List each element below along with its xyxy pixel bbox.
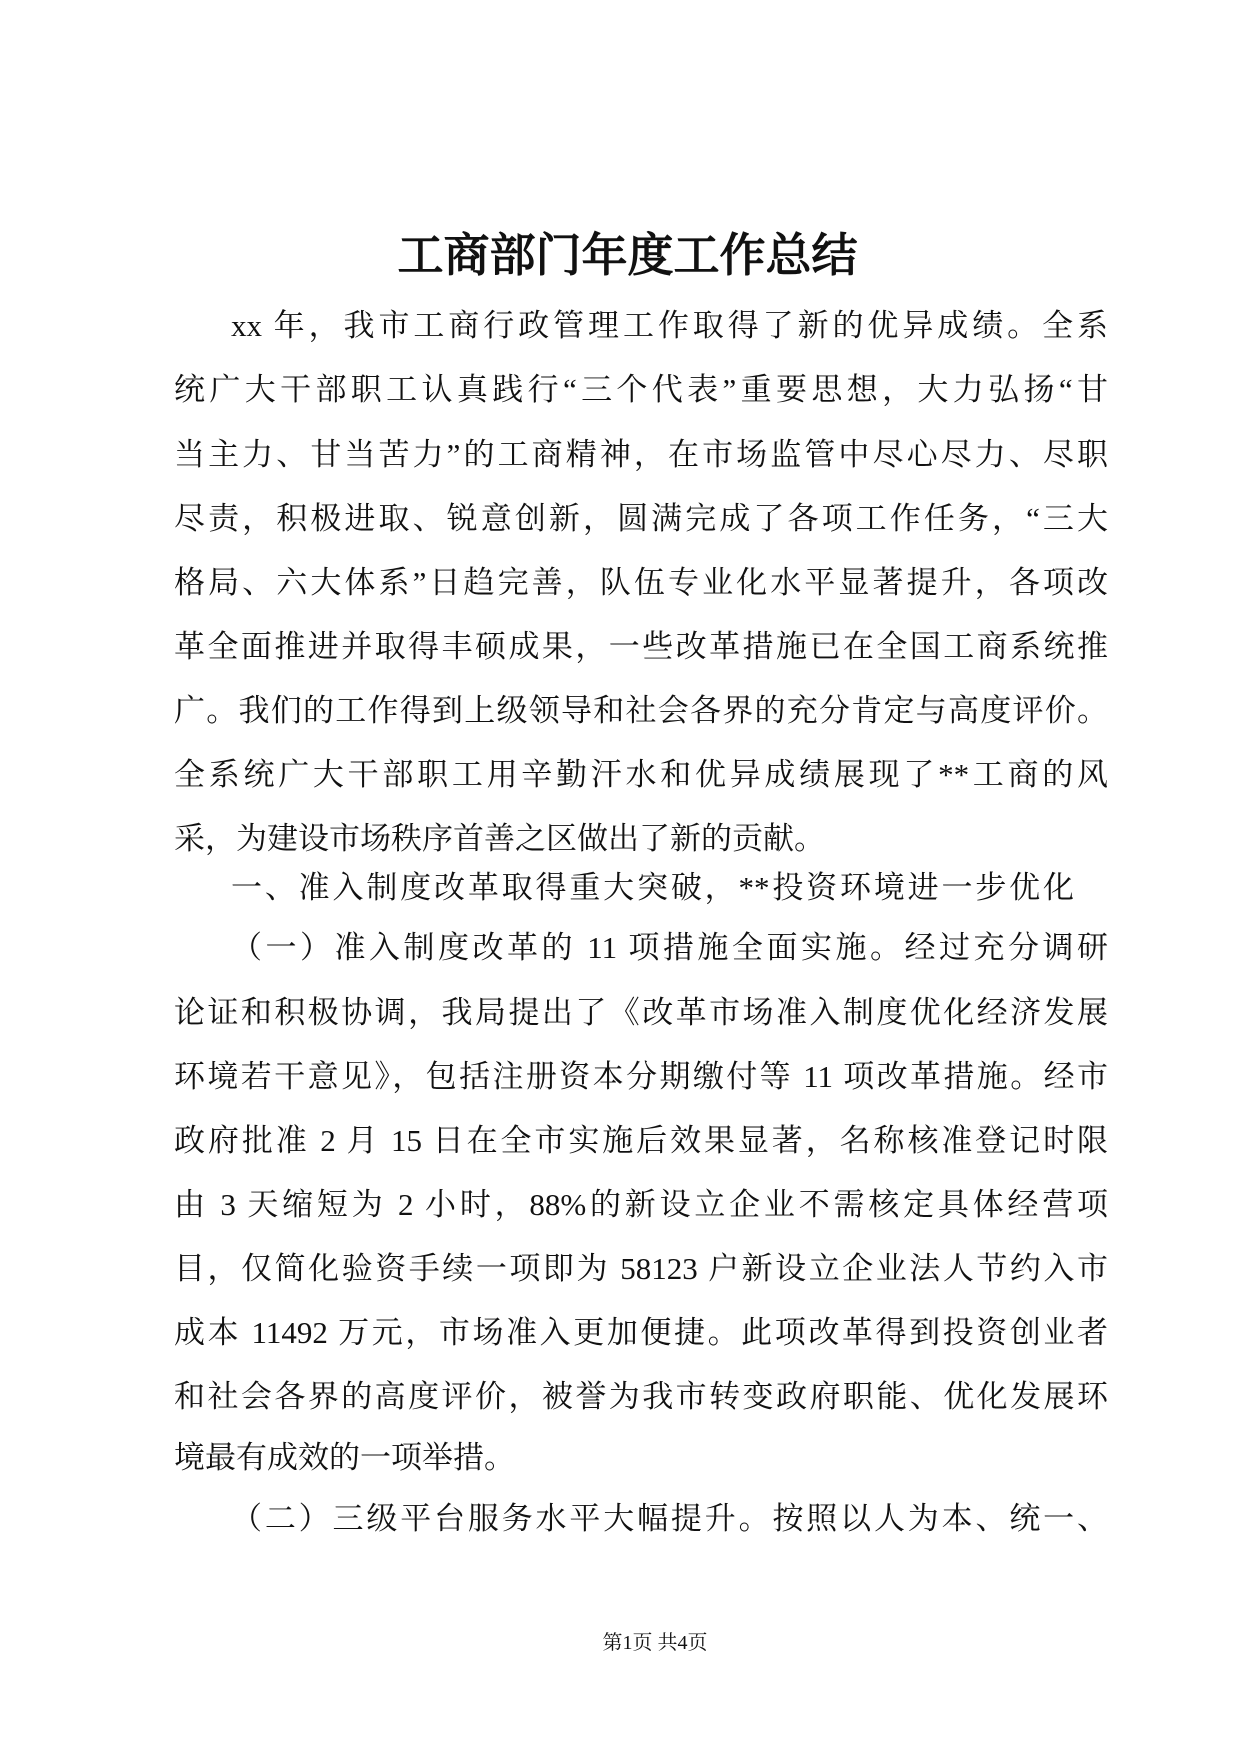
body-text-line: 成本 11492 万元，市场准入更加便捷。此项改革得到投资创业者 — [174, 1315, 1108, 1350]
body-text-line: 统广大干部职工认真践行“三个代表”重要思想，大力弘扬“甘 — [174, 372, 1108, 407]
body-text-line: （一）准入制度改革的 11 项措施全面实施。经过充分调研 — [231, 930, 1108, 965]
body-text-line: 和社会各界的高度评价，被誉为我市转变政府职能、优化发展环 — [174, 1379, 1108, 1414]
body-text-line: 格局、六大体系”日趋完善，队伍专业化水平显著提升，各项改 — [174, 565, 1108, 600]
body-text-line: 论证和积极协调，我局提出了《改革市场准入制度优化经济发展 — [174, 995, 1108, 1030]
body-text-line: 尽责，积极进取、锐意创新，圆满完成了各项工作任务，“三大 — [174, 501, 1108, 536]
body-text-line: xx 年，我市工商行政管理工作取得了新的优异成绩。全系 — [231, 308, 1108, 343]
page-number-footer: 第1页 共4页 — [602, 1632, 708, 1654]
body-text-line: 采，为建设市场秩序首善之区做出了新的贡献。 — [174, 821, 825, 856]
body-text-line: 全系统广大干部职工用辛勤汗水和优异成绩展现了**工商的风 — [174, 757, 1108, 792]
document-title: 工商部门年度工作总结 — [397, 230, 858, 281]
body-text-line: 革全面推进并取得丰硕成果，一些改革措施已在全国工商系统推 — [174, 629, 1108, 664]
body-text-line: 目，仅简化验资手续一项即为 58123 户新设立企业法人节约入市 — [174, 1251, 1108, 1286]
section-heading: 一、准入制度改革取得重大突破，**投资环境进一步优化 — [231, 870, 1074, 905]
body-text-line: 境最有成效的一项举措。 — [174, 1440, 515, 1475]
body-text-line: 由 3 天缩短为 2 小时，88%的新设立企业不需核定具体经营项 — [174, 1187, 1108, 1222]
body-text-line: 广。我们的工作得到上级领导和社会各界的充分肯定与高度评价。 — [174, 693, 1108, 728]
body-text-line: 政府批准 2 月 15 日在全市实施后效果显著，名称核准登记时限 — [174, 1123, 1108, 1158]
body-text-line: （二）三级平台服务水平大幅提升。按照以人为本、统一、 — [231, 1501, 1108, 1536]
body-text-line: 当主力、甘当苦力”的工商精神，在市场监管中尽心尽力、尽职 — [174, 437, 1108, 472]
body-text-line: 环境若干意见》，包括注册资本分期缴付等 11 项改革措施。经市 — [174, 1059, 1108, 1094]
